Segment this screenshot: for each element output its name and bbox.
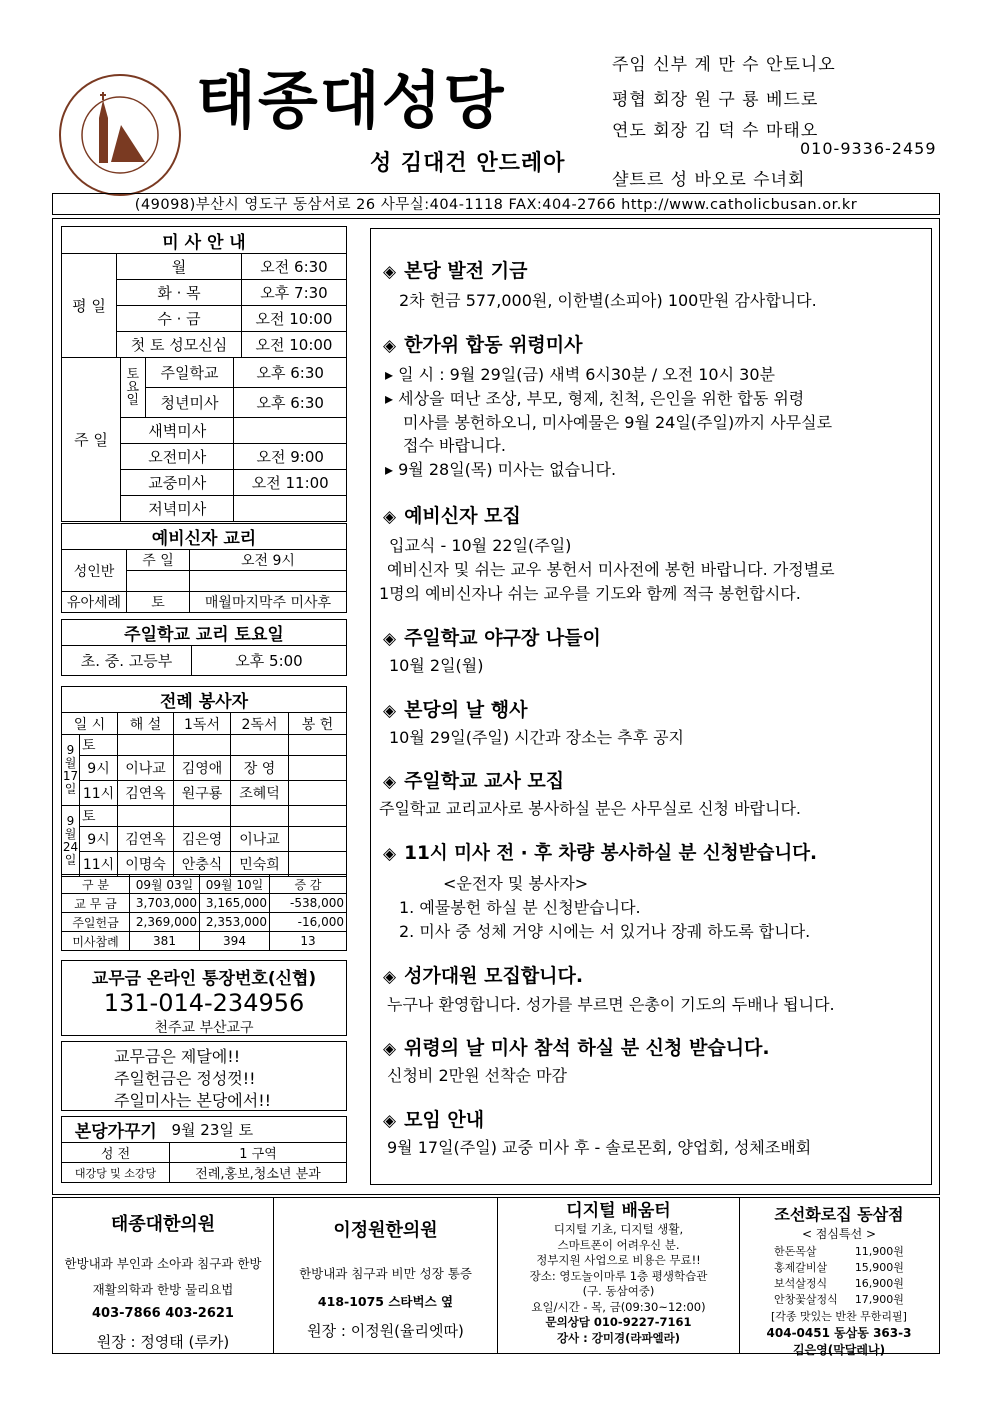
notice-line: 신청비 2만원 선착순 마감 bbox=[387, 1066, 567, 1085]
ad-line: 한방내과 부인과 소아과 침구과 한방 bbox=[64, 1256, 262, 1271]
sunday-mass: 저녁미사 bbox=[120, 496, 234, 522]
notice-line: 예비신자 및 쉬는 교우 봉헌서 미사전에 봉헌 바랍니다. 가정별로 bbox=[387, 560, 835, 579]
notice-title: ◈ 주일학교 교사 모집 bbox=[383, 770, 565, 792]
catechumen-class bbox=[61, 523, 347, 613]
notice-title: ◈ 본당 발전 기금 bbox=[383, 260, 528, 282]
finance-table bbox=[61, 874, 347, 951]
ad-line: 강사 : 강미경(라파엘라) bbox=[556, 1330, 681, 1345]
church-title: 태종대성당 bbox=[196, 64, 506, 137]
ad-line: [각종 맛있는 반찬 무한리필] bbox=[771, 1310, 907, 1323]
liturgy-cell: 11시 bbox=[80, 781, 118, 806]
sunday-mass: 오전미사 bbox=[120, 444, 234, 470]
catechumen-time bbox=[190, 571, 347, 592]
menu-item: 한돈목살 bbox=[774, 1245, 817, 1258]
ad-line: 재활의학과 한방 물리요법 bbox=[92, 1282, 234, 1297]
weekday-label: 평 일 bbox=[62, 254, 117, 358]
menu-item: 홍제갈비살 bbox=[774, 1261, 828, 1274]
ad-name: 태종대한의원 bbox=[110, 1214, 216, 1235]
notice-line: 10월 2일(월) bbox=[389, 656, 484, 675]
diamond-icon: ◈ bbox=[383, 701, 397, 721]
liturgy-cell bbox=[289, 735, 347, 756]
liturgy-cell: 김연옥 bbox=[118, 781, 174, 806]
catechumen-time: 매월마지막주 미사후 bbox=[190, 592, 347, 613]
weekday-time: 오전 10:00 bbox=[242, 332, 347, 358]
sisters: 샬트르 성 바오로 수녀회 bbox=[612, 170, 806, 190]
liturgy-header: 1독서 bbox=[174, 713, 231, 735]
church-logo bbox=[55, 70, 185, 200]
notice-title: ◈ 11시 미사 전 · 후 차량 봉사하실 분 신청받습니다. bbox=[383, 843, 818, 864]
notice-title: ◈ 한가위 합동 위령미사 bbox=[383, 334, 583, 356]
sunday-time: 오전 11:00 bbox=[234, 470, 347, 496]
sunday-mass: 새벽미사 bbox=[120, 418, 234, 444]
cleaning-duty bbox=[61, 1116, 347, 1183]
weekday-day: 월 bbox=[117, 254, 242, 280]
yeondo-president: 연도 회장 김 덕 수 마태오 bbox=[612, 121, 819, 141]
pastor: 주임 신부 계 만 수 안토니오 bbox=[612, 55, 836, 75]
liturgy-cell bbox=[231, 806, 289, 827]
cleaning-area: 성 전 bbox=[62, 1143, 170, 1163]
notice-title: ◈ 모임 안내 bbox=[383, 1109, 485, 1131]
notice-line: 2. 미사 중 성체 거양 시에는 서 있거나 장궤 하도록 합니다. bbox=[399, 922, 811, 941]
finance-label: 교 무 금 bbox=[62, 894, 130, 913]
liturgy-cell: 민숙희 bbox=[231, 852, 289, 877]
ad-line: 문의상담 010-9227-7161 bbox=[545, 1315, 692, 1329]
phone-number: 010-9336-2459 bbox=[800, 139, 937, 158]
weekday-day: 첫 토 성모신심 bbox=[117, 332, 242, 358]
ad-digital-learning bbox=[497, 1198, 739, 1353]
liturgy-cell: 원구룡 bbox=[174, 781, 231, 806]
liturgy-cell bbox=[174, 806, 231, 827]
notice-line: 9월 17일(주일) 교중 미사 후 - 솔로몬회, 양업회, 성체조배회 bbox=[387, 1138, 812, 1157]
account-title: 교무금 온라인 통장번호(신협) bbox=[91, 969, 317, 989]
liturgy-cell bbox=[231, 735, 289, 756]
diamond-icon: ◈ bbox=[383, 772, 397, 792]
notice-line: 10월 29일(주일) 시간과 장소는 추후 공지 bbox=[389, 728, 685, 747]
diamond-icon: ◈ bbox=[383, 507, 397, 527]
notice-line: 미사를 봉헌하오니, 미사예물은 9월 24일(주일)까지 사무실로 bbox=[403, 413, 833, 432]
ad-name: 이정원한의원 bbox=[333, 1220, 438, 1241]
sunday-mass: 교중미사 bbox=[120, 470, 234, 496]
notice-line: 주일학교 교리교사로 봉사하실 분은 사무실로 신청 바랍니다. bbox=[379, 799, 802, 818]
finance-value: 2,369,000 bbox=[130, 913, 200, 932]
finance-header: 증 감 bbox=[270, 875, 347, 894]
council-president: 평협 회장 원 구 룡 베드로 bbox=[612, 90, 819, 110]
sunday-school-title: 주일학교 교리 토요일 bbox=[62, 620, 347, 646]
finance-label: 미사참례 bbox=[62, 932, 130, 951]
liturgy-header: 일 시 bbox=[62, 713, 118, 735]
address-bar: (49098)부산시 영도구 동삼서로 26 사무실:404-1118 FAX:404-2766 http://www.catholicbusan.or.kr bbox=[52, 193, 940, 215]
finance-header: 09월 03일 bbox=[130, 875, 200, 894]
cleaning-area: 대강당 및 소강당 bbox=[62, 1163, 170, 1183]
notices-panel bbox=[370, 228, 932, 1185]
notice-line: 접수 바랍니다. bbox=[403, 436, 506, 455]
cleaning-title: 본당가꾸기 bbox=[62, 1117, 170, 1143]
cleaning-date: 9월 23일 토 bbox=[170, 1117, 347, 1143]
saturday-time: 오후 6:30 bbox=[234, 358, 347, 388]
slogan-line: 교무금은 제달에!! bbox=[114, 1047, 241, 1066]
notice-title: ◈ 성가대원 모집합니다. bbox=[383, 965, 584, 987]
slogan-line: 주일헌금은 정성껏!! bbox=[114, 1069, 256, 1088]
menu-price: 16,900원 bbox=[854, 1277, 904, 1290]
sunday-school bbox=[61, 619, 347, 676]
notice-line: ▸ 9월 28일(목) 미사는 없습니다. bbox=[385, 460, 617, 479]
sunday-time bbox=[234, 418, 347, 444]
catechumen-day bbox=[127, 571, 190, 592]
liturgy-title: 전례 봉사자 bbox=[62, 687, 347, 713]
account-box bbox=[61, 960, 347, 1036]
church-logo-icon bbox=[55, 70, 185, 200]
liturgy-header: 해 설 bbox=[118, 713, 174, 735]
liturgy-cell: 이명숙 bbox=[118, 852, 174, 877]
menu-table bbox=[773, 1244, 905, 1308]
notice-line: 1. 예물봉헌 하실 분 신청받습니다. bbox=[399, 898, 641, 917]
diamond-icon: ◈ bbox=[383, 844, 397, 864]
finance-value: 3,703,000 bbox=[130, 894, 200, 913]
liturgy-cell: 조혜덕 bbox=[231, 781, 289, 806]
sunday-label: 주 일 bbox=[62, 358, 121, 522]
finance-value: 381 bbox=[130, 932, 200, 951]
ad-owner: 원장 : 이정원(율리엣따) bbox=[307, 1322, 464, 1340]
liturgy-cell: 김은영 bbox=[174, 827, 231, 852]
liturgy-cell bbox=[289, 852, 347, 877]
saturday-mass: 청년미사 bbox=[145, 388, 234, 418]
notice-line: 1명의 예비신자나 쉬는 교우를 기도와 함께 적극 봉헌합시다. bbox=[379, 584, 801, 603]
notice-title: ◈ 주일학교 야구장 나들이 bbox=[383, 627, 601, 649]
sunday-time: 오전 9:00 bbox=[234, 444, 347, 470]
menu-price: 15,900원 bbox=[854, 1261, 904, 1274]
liturgy-cell bbox=[118, 735, 174, 756]
advertisements bbox=[52, 1197, 940, 1357]
finance-value: 3,165,000 bbox=[200, 894, 270, 913]
finance-header: 구 분 bbox=[62, 875, 130, 894]
finance-header: 09월 10일 bbox=[200, 875, 270, 894]
ad-name: 디지털 배움터 bbox=[566, 1201, 671, 1221]
mass-title: 미 사 안 내 bbox=[62, 227, 347, 254]
liturgy-cell: 이나교 bbox=[231, 827, 289, 852]
finance-value: 394 bbox=[200, 932, 270, 951]
notice-title: ◈ 본당의 날 행사 bbox=[383, 699, 528, 721]
saturday-time: 오후 6:30 bbox=[234, 388, 347, 418]
catechumen-day: 주 일 bbox=[127, 550, 190, 571]
liturgy-cell bbox=[289, 827, 347, 852]
liturgy-header: 2독서 bbox=[231, 713, 289, 735]
cleaning-team: 1 구역 bbox=[170, 1143, 347, 1163]
diamond-icon: ◈ bbox=[383, 262, 397, 282]
menu-price: 17,900원 bbox=[854, 1293, 904, 1306]
menu-item: 보석살정식 bbox=[774, 1277, 828, 1290]
catechumen-time: 오전 9시 bbox=[190, 550, 347, 571]
ad-line: 장소: 영도놀이마루 1층 평생학습관 bbox=[529, 1268, 708, 1283]
liturgy-cell bbox=[174, 735, 231, 756]
catechumen-title: 예비신자 교리 bbox=[62, 524, 347, 550]
ad-owner: 원장 : 정영태 (루카) bbox=[96, 1333, 230, 1351]
weekday-time: 오후 7:30 bbox=[242, 280, 347, 306]
mass-schedule bbox=[61, 226, 347, 522]
ad-restaurant bbox=[739, 1198, 938, 1357]
liturgy-cell: 김연옥 bbox=[118, 827, 174, 852]
diamond-icon: ◈ bbox=[383, 1111, 397, 1131]
ad-name: 조선화로집 동삼점 bbox=[774, 1205, 904, 1224]
ad-line: 스마트폰이 어려우신 분. bbox=[557, 1237, 680, 1252]
ad-line: 디지털 기초, 디지털 생활, bbox=[553, 1222, 684, 1236]
sunday-time bbox=[234, 496, 347, 522]
menu-item: 안창꽃살정식 bbox=[774, 1293, 838, 1306]
liturgy-cell: 이나교 bbox=[118, 756, 174, 781]
notice-title: ◈ 예비신자 모집 bbox=[383, 505, 521, 527]
weekday-time: 오전 10:00 bbox=[242, 306, 347, 332]
account-holder: 천주교 부산교구 bbox=[154, 1020, 254, 1036]
account-number: 131-014-234956 bbox=[103, 989, 305, 1017]
ad-phone: 403-7866 403-2621 bbox=[92, 1306, 234, 1321]
weekday-day: 수 · 금 bbox=[117, 306, 242, 332]
liturgy-cell: 장 영 bbox=[231, 756, 289, 781]
ad-line: 정부지원 사업으로 비용은 무료!! bbox=[536, 1253, 701, 1267]
liturgy-cell: 11시 bbox=[80, 852, 118, 877]
liturgy-cell bbox=[289, 781, 347, 806]
catechumen-group: 유아세례 bbox=[62, 592, 127, 613]
liturgy-cell: 김영애 bbox=[174, 756, 231, 781]
finance-value: 2,353,000 bbox=[200, 913, 270, 932]
ad-line: 418-1075 스타벅스 옆 bbox=[317, 1294, 454, 1309]
ad-sub: < 점심특선 > bbox=[801, 1227, 877, 1241]
diamond-icon: ◈ bbox=[383, 1039, 397, 1059]
liturgy-cell: 토 bbox=[80, 735, 118, 756]
ad-line: (구. 동삼여중) bbox=[582, 1284, 655, 1298]
saturday-label: 토요일 bbox=[120, 358, 145, 418]
liturgy-servers bbox=[61, 686, 347, 877]
liturgy-date: 9월17일 bbox=[62, 735, 80, 806]
slogan-box bbox=[61, 1041, 347, 1111]
cleaning-team: 전례,홍보,청소년 분과 bbox=[170, 1163, 347, 1183]
liturgy-cell bbox=[289, 806, 347, 827]
ad-leejungwon-clinic bbox=[273, 1198, 497, 1353]
finance-label: 주일헌금 bbox=[62, 913, 130, 932]
finance-change: 13 bbox=[270, 932, 347, 951]
diamond-icon: ◈ bbox=[383, 336, 397, 356]
diamond-icon: ◈ bbox=[383, 629, 397, 649]
saturday-mass: 주일학교 bbox=[145, 358, 234, 388]
ad-line: 한방내과 침구과 비만 성장 통증 bbox=[299, 1266, 472, 1281]
notice-line: <운전자 및 봉사자> bbox=[443, 874, 589, 893]
slogan-line: 주일미사는 본당에서!! bbox=[114, 1091, 272, 1110]
catechumen-day: 토 bbox=[127, 592, 190, 613]
patron-saint: 성 김대건 안드레아 bbox=[370, 151, 566, 176]
weekday-time: 오전 6:30 bbox=[242, 254, 347, 280]
ad-line: 김은영(막달레나) bbox=[792, 1343, 886, 1357]
menu-price: 11,900원 bbox=[854, 1245, 904, 1258]
liturgy-header: 봉 헌 bbox=[289, 713, 347, 735]
diamond-icon: ◈ bbox=[383, 967, 397, 987]
notice-line: 2차 헌금 577,000원, 이한별(소피아) 100만원 감사합니다. bbox=[399, 291, 817, 310]
liturgy-cell: 안충식 bbox=[174, 852, 231, 877]
liturgy-cell bbox=[118, 806, 174, 827]
notice-line: 입교식 - 10월 22일(주일) bbox=[389, 536, 572, 555]
finance-change: -538,000 bbox=[270, 894, 347, 913]
liturgy-cell: 토 bbox=[80, 806, 118, 827]
catechumen-group: 성인반 bbox=[62, 550, 127, 592]
sunday-school-time: 오후 5:00 bbox=[192, 646, 347, 676]
ad-line: 요일/시간 - 목, 금(09:30~12:00) bbox=[531, 1299, 706, 1314]
ad-taejongdae-clinic bbox=[53, 1198, 273, 1353]
liturgy-cell: 9시 bbox=[80, 756, 118, 781]
notice-line: ▸ 일 시 : 9월 29일(금) 새벽 6시30분 / 오전 10시 30분 bbox=[385, 365, 775, 384]
weekday-day: 화 · 목 bbox=[117, 280, 242, 306]
liturgy-date: 9월24일 bbox=[62, 806, 80, 877]
finance-change: -16,000 bbox=[270, 913, 347, 932]
notice-line: 누구나 환영합니다. 성가를 부르면 은총이 기도의 두배나 됩니다. bbox=[387, 995, 835, 1014]
notice-title: ◈ 위령의 날 미사 참석 하실 분 신청 받습니다. bbox=[383, 1037, 770, 1059]
sunday-school-group: 초. 중. 고등부 bbox=[62, 646, 192, 676]
ad-line: 404-0451 동삼동 363-3 bbox=[766, 1326, 912, 1340]
notice-line: ▸ 세상을 떠난 조상, 부모, 형제, 친척, 은인을 위한 합동 위령 bbox=[385, 389, 805, 408]
liturgy-cell bbox=[289, 756, 347, 781]
liturgy-cell: 9시 bbox=[80, 827, 118, 852]
